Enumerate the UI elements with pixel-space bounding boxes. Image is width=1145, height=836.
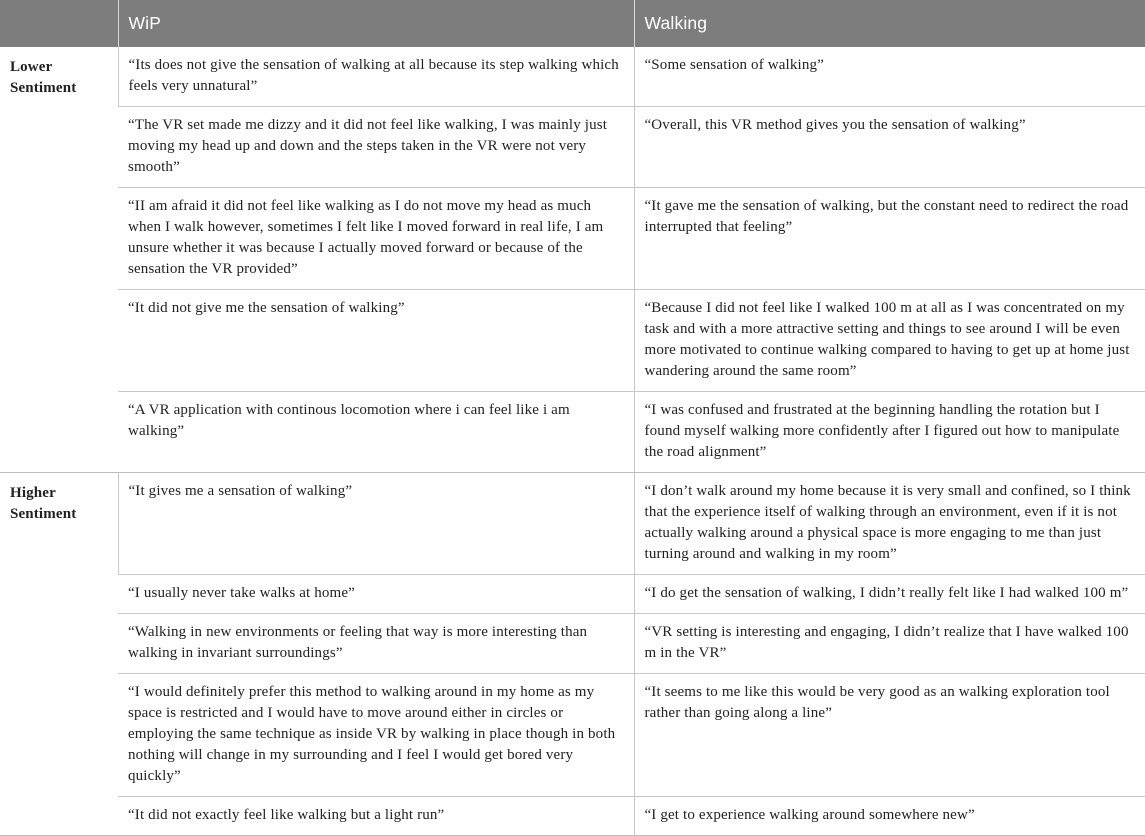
table-body — [0, 47, 1145, 836]
wip-quote: “II am afraid it did not feel like walking as I do not move my head as much when I walk however, sometimes I felt like I moved forward in real life, I am unsure whether it was because I actually moved forward or because of the sensation the VR provided” — [118, 188, 634, 290]
walking-quote: “I was confused and frustrated at the beginning handling the rotation but I found myself walking more confidently after I figured out how to manipulate the road alignment” — [634, 392, 1145, 473]
walking-quote: “It gave me the sensation of walking, but the constant need to redirect the road interrupted that feeling” — [634, 188, 1145, 290]
walking-quote: “It seems to me like this would be very good as an walking exploration tool rather than going along a line” — [634, 674, 1145, 797]
walking-quote: “I don’t walk around my home because it is very small and confined, so I think that the experience itself of walking through an environment, even if it is not actually walking around a physical space is more engaging to me than just turning around and walking in my room” — [634, 473, 1145, 575]
walking-quote: “Some sensation of walking” — [634, 47, 1145, 107]
wip-quote: “A VR application with continous locomotion where i can feel like i am walking” — [118, 392, 634, 473]
wip-quote: “It did not give me the sensation of walking” — [118, 290, 634, 392]
group-label-higher-sentiment: Higher Sentiment — [0, 473, 118, 836]
walking-quote: “Overall, this VR method gives you the sensation of walking” — [634, 107, 1145, 188]
table-row — [0, 290, 1145, 392]
table-row — [0, 575, 1145, 614]
walking-quote: “VR setting is interesting and engaging, I didn’t realize that I have walked 100 m in the VR” — [634, 614, 1145, 674]
table-row — [0, 473, 1145, 575]
wip-quote: “Walking in new environments or feeling that way is more interesting than walking in invariant surroundings” — [118, 614, 634, 674]
wip-quote: “It gives me a sensation of walking” — [118, 473, 634, 575]
wip-quote: “It did not exactly feel like walking but a light run” — [118, 797, 634, 836]
group-label-lower-sentiment: Lower Sentiment — [0, 47, 118, 473]
table-row — [0, 797, 1145, 836]
walking-quote: “Because I did not feel like I walked 100 m at all as I was concentrated on my task and with a more attractive setting and things to see around I will be even more motivated to continue walking compared to having to get up at home just wandering around the same room” — [634, 290, 1145, 392]
walking-quote: “I do get the sensation of walking, I didn’t really felt like I had walked 100 m” — [634, 575, 1145, 614]
table-header-row — [0, 0, 1145, 47]
wip-quote: “I usually never take walks at home” — [118, 575, 634, 614]
header-walking: Walking — [634, 0, 1145, 47]
walking-quote: “I get to experience walking around somewhere new” — [634, 797, 1145, 836]
table-row — [0, 188, 1145, 290]
wip-quote: “The VR set made me dizzy and it did not feel like walking, I was mainly just moving my head up and down and the steps taken in the VR were not very smooth” — [118, 107, 634, 188]
header-wip: WiP — [118, 0, 634, 47]
table-row — [0, 614, 1145, 674]
table-row — [0, 392, 1145, 473]
table-row — [0, 674, 1145, 797]
wip-quote: “Its does not give the sensation of walking at all because its step walking which feels very unnatural” — [118, 47, 634, 107]
table-row — [0, 107, 1145, 188]
header-empty — [0, 0, 118, 47]
wip-quote: “I would definitely prefer this method to walking around in my home as my space is restricted and I would have to move around either in circles or employing the same technique as inside VR by walking in place though in both nothing will change in my surrounding and I feel I would get bored very quickly” — [118, 674, 634, 797]
table-row — [0, 47, 1145, 107]
